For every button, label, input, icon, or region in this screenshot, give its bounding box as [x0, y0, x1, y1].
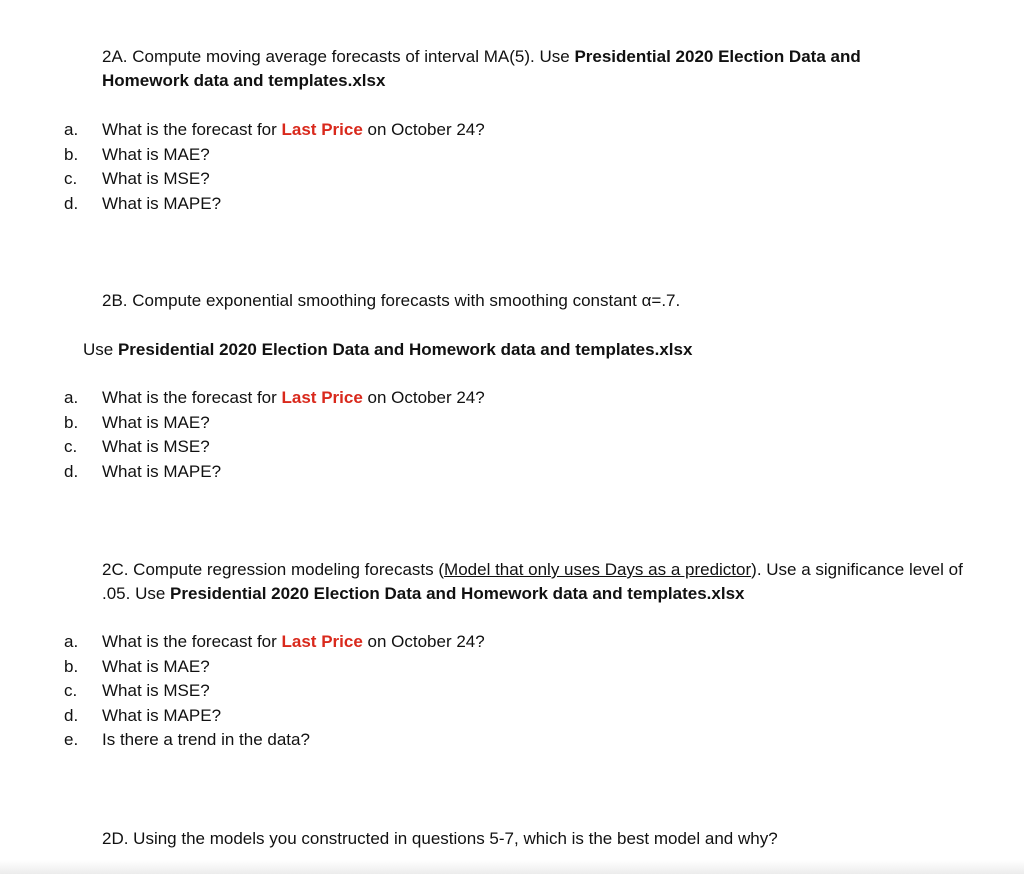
list-item-text	[102, 630, 485, 655]
list-item-text: What is MAE?	[102, 656, 210, 676]
question-2b-intro: 2B. Compute exponential smoothing forecasts with smoothing constant α=.7.	[102, 291, 681, 310]
list-item-text: What is MSE?	[102, 169, 210, 188]
question-2c-text: 2C. Compute regression modeling forecasts (	[102, 560, 445, 579]
question-2b-use-text: Use	[83, 340, 118, 359]
list-item-text: What is MAPE?	[102, 193, 222, 213]
list-item-text: Is there a trend in the data?	[102, 730, 310, 749]
list-marker: d.	[64, 705, 79, 725]
list-marker: a.	[64, 388, 79, 407]
list-item-text: What is MAPE?	[102, 705, 222, 725]
list-item-text: What is MAE?	[102, 144, 210, 164]
list-item-text: What is MAPE?	[102, 461, 222, 481]
question-2a-filename: Presidential 2020 Election Data and Homework data and templates.xlsx	[102, 47, 861, 90]
question-2d-text: 2D. Using the models you constructed in questions 5-7, which is the best model and why?	[102, 829, 778, 848]
last-price-highlight: Last Price	[281, 388, 363, 407]
list-item-text: What is MSE?	[102, 437, 210, 456]
list-marker: c.	[64, 169, 78, 188]
list-marker: b.	[64, 144, 79, 164]
question-2c-model-note: Model that only uses Days as a predictor	[444, 560, 752, 579]
list-marker: e.	[64, 730, 79, 749]
list-item-pre: What is the forecast for	[102, 388, 282, 407]
question-2a-intro	[102, 45, 942, 93]
list-marker: a.	[64, 632, 79, 651]
question-2c-intro	[102, 558, 982, 606]
last-price-highlight: Last Price	[281, 120, 363, 139]
last-price-highlight: Last Price	[281, 632, 363, 651]
list-marker: d.	[64, 461, 79, 481]
list-item-text	[102, 118, 485, 143]
page-bottom-edge	[0, 860, 1024, 874]
list-marker: c.	[64, 681, 78, 700]
list-item-post: on October 24?	[362, 388, 485, 407]
question-2b-use-line	[83, 338, 692, 362]
list-item-text: What is MAE?	[102, 412, 210, 432]
list-item-post: on October 24?	[362, 120, 485, 139]
list-marker: a.	[64, 120, 79, 139]
list-item-text: What is MSE?	[102, 681, 210, 700]
list-item-pre: What is the forecast for	[102, 632, 282, 651]
list-item-post: on October 24?	[362, 632, 485, 651]
list-marker: d.	[64, 193, 79, 213]
list-marker: b.	[64, 412, 79, 432]
list-item-text	[102, 386, 485, 411]
question-2c-filename: Presidential 2020 Election Data and Homework data and templates.xlsx	[170, 584, 745, 603]
list-marker: b.	[64, 656, 79, 676]
list-item-pre: What is the forecast for	[102, 120, 282, 139]
list-marker: c.	[64, 437, 78, 456]
question-2b-filename: Presidential 2020 Election Data and Homework data and templates.xlsx	[117, 340, 693, 359]
question-2c-text-after: ). Use a significance level of .05. Use	[102, 560, 963, 603]
question-2a-text: 2A. Compute moving average forecasts of interval MA(5). Use	[102, 47, 575, 66]
